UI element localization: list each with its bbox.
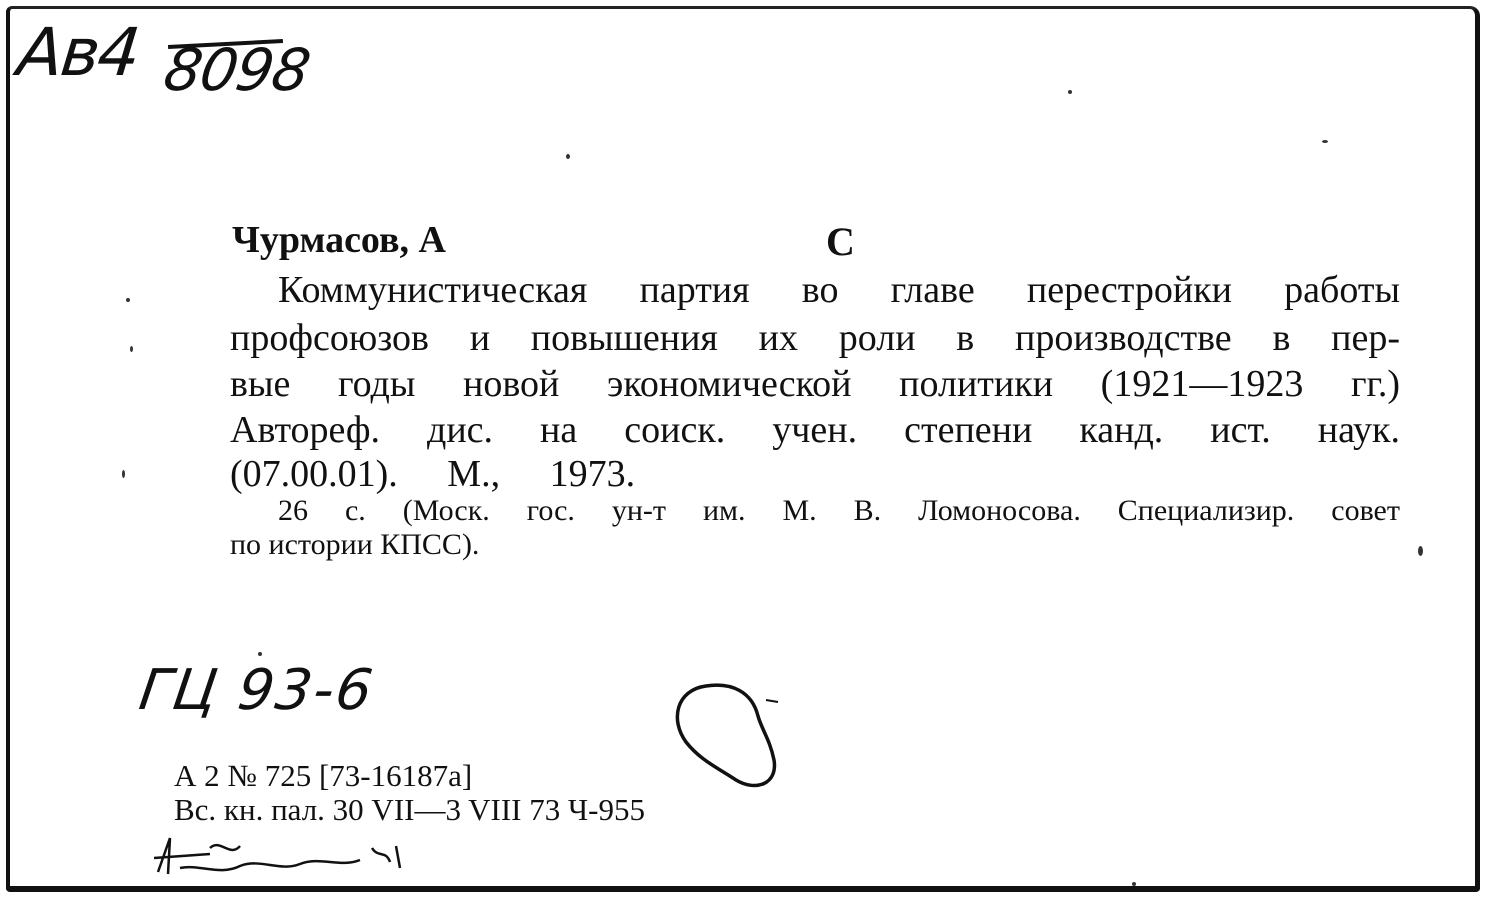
speck [122, 470, 125, 478]
title-line: Коммунистическая партия во главе перестройки работы [278, 269, 1400, 311]
speck [1418, 546, 1423, 556]
rubric-letter: С [826, 219, 855, 264]
speck [566, 154, 570, 159]
signature-scribble [150, 828, 410, 888]
shelf-number: 8098 [159, 36, 315, 104]
title-line: вые годы новой экономической политики (1921—1923 гг.) [230, 363, 1400, 405]
tech-line: Вс. кн. пал. 30 VII—3 VIII 73 Ч-955 [174, 792, 645, 827]
handwritten-note: ГЦ 93-6 [135, 658, 379, 723]
shelf-mark: Ав4 [13, 14, 143, 91]
physical-description-line: по истории КПСС). [230, 528, 480, 561]
speck [258, 652, 262, 656]
speck [1132, 882, 1136, 886]
title-line: (07.00.01). М., 1973. [230, 453, 636, 495]
speck [130, 346, 133, 352]
speck [126, 298, 130, 302]
library-stamp [666, 680, 782, 792]
title-line: Автореф. дис. на соиск. учен. степени канд. ист. наук. [230, 409, 1400, 451]
speck [1322, 140, 1328, 143]
physical-description-line: 26 с. (Моск. гос. ун-т им. М. В. Ломоносова. Специализир. совет [278, 494, 1400, 527]
tech-line: А 2 № 725 [73-16187а] [174, 758, 473, 793]
title-line: профсоюзов и повышения их роли в производстве в пер- [230, 317, 1400, 359]
author-heading: Чурмасов, А [232, 219, 446, 261]
speck [1068, 90, 1072, 94]
